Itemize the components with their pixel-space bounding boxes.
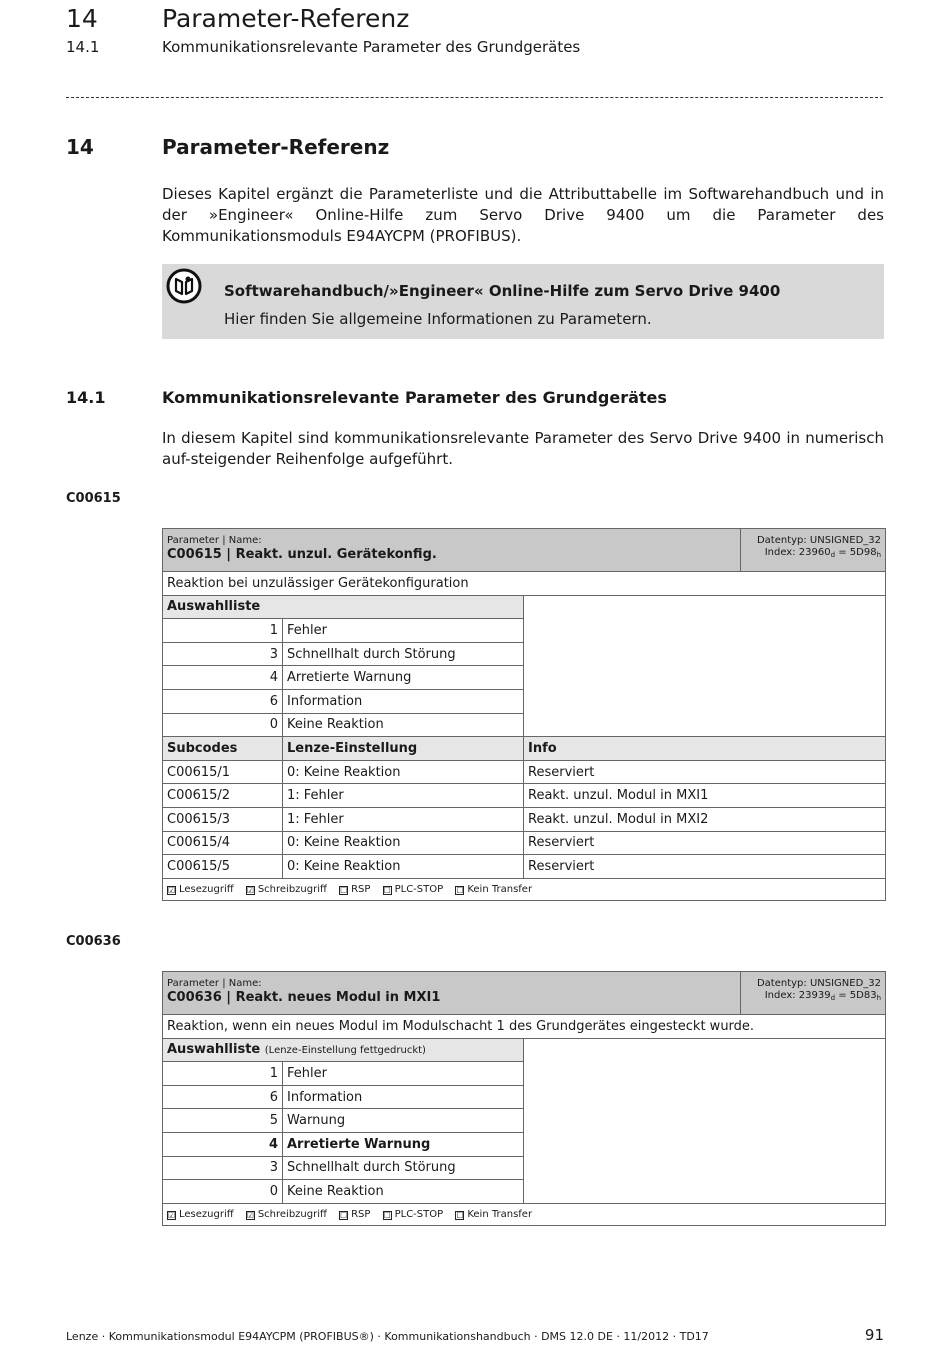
list-item-default: 4 Arretierte Warnung (163, 1132, 886, 1156)
param-name: C00636 | Reakt. neues Modul in MXI1 (167, 990, 441, 1005)
table-row: C00615/4 0: Keine Reaktion Reserviert (163, 831, 886, 855)
list-item: 0 Keine Reaktion (163, 1180, 886, 1204)
plc-stop-flag: ☐ PLC-STOP (383, 883, 444, 895)
param-index: Index: $23939_d = 5D83_h$ (764, 990, 882, 1002)
param-table-c00615 (162, 528, 886, 901)
header-chapter-title: Parameter-Referenz (162, 4, 410, 33)
table-row: C00615/3 1: Fehler Reakt. unzul. Modul in MXI2 (163, 807, 886, 831)
header-divider (66, 97, 883, 98)
param-name-caption: Parameter | Name: (167, 535, 262, 546)
note-title: Softwarehandbuch/»Engineer« Online-Hilfe zum Servo Drive 9400 (224, 282, 781, 300)
manual-reference-icon (166, 268, 202, 304)
read-access-flag: ☑ Lesezugriff (168, 1208, 234, 1220)
param-table-c00636 (162, 971, 886, 1226)
section-paragraph: In diesem Kapitel sind kommunikationsrelevante Parameter des Servo Drive 9400 in numerisch auf-steigender Reihenfolge aufgeführt. (162, 429, 884, 468)
info-header: Info (524, 737, 886, 761)
list-item: 5 Warnung (163, 1109, 886, 1133)
list-item: 3 Schnellhalt durch Störung (163, 642, 886, 666)
selection-list-header: Auswahlliste (163, 595, 524, 619)
note-text: Hier finden Sie allgemeine Informationen zu Parametern. (224, 310, 652, 328)
list-item: 3 Schnellhalt durch Störung (163, 1156, 886, 1180)
header-section-number: 14.1 (66, 38, 100, 56)
param-description: Reaktion bei unzulässiger Gerätekonfiguration (163, 572, 886, 596)
heading2-number: 14.1 (66, 388, 106, 407)
param-name-caption: Parameter | Name: (167, 978, 262, 989)
no-transfer-flag: ☐ Kein Transfer (456, 883, 533, 895)
list-item: 1 Fehler (163, 1062, 886, 1086)
param-datatype-cell (741, 972, 886, 1015)
param-datatype: Datentyp: UNSIGNED_32 (756, 978, 882, 989)
table-row: C00615/5 0: Keine Reaktion Reserviert (163, 855, 886, 879)
write-access-flag: ☑ Schreibzugriff (246, 1208, 327, 1220)
param-description: Reaktion, wenn ein neues Modul im Modulschacht 1 des Grundgerätes eingesteckt wurde. (163, 1015, 886, 1039)
list-item: 6 Information (163, 689, 886, 713)
lenze-setting-header: Lenze-Einstellung (283, 737, 524, 761)
list-item: 4 Arretierte Warnung (163, 666, 886, 690)
param-index: Index: $23960_d = 5D98_h$ (764, 547, 881, 559)
subcodes-header: Subcodes (163, 737, 283, 761)
header-chapter-number: 14 (66, 4, 98, 33)
access-attributes (163, 878, 886, 900)
param-datatype-cell (741, 529, 886, 572)
footer-text: Lenze · Kommunikationsmodul E94AYCPM (PROFIBUS®) · Kommunikationshandbuch · DMS 12.0 DE · 11/2012 · TD17 (66, 1330, 709, 1343)
param-name: C00615 | Reakt. unzul. Gerätekonfig. (167, 547, 437, 562)
rsp-flag: ☐ RSP (340, 883, 371, 895)
table-row: C00615/1 0: Keine Reaktion Reserviert (163, 760, 886, 784)
empty-cell (524, 595, 886, 737)
access-attributes (163, 1203, 886, 1225)
read-access-flag: ☑ Lesezugriff (168, 883, 234, 895)
intro-paragraph: Dieses Kapitel ergänzt die Parameterliste und die Attributtabelle im Softwarehandbuch und in der »Engineer« Online-Hilfe zum Servo Drive 9400 um die Parameter des Kommunikationsmoduls E94AYCPM (PROFIBUS). (162, 185, 884, 245)
plc-stop-flag: ☐ PLC-STOP (383, 1208, 444, 1220)
write-access-flag: ☑ Schreibzugriff (246, 883, 327, 895)
list-item: 1 Fehler (163, 619, 886, 643)
page-number: 91 (864, 1326, 884, 1344)
heading1-number: 14 (66, 135, 94, 159)
list-item: 6 Information (163, 1085, 886, 1109)
heading2-title: Kommunikationsrelevante Parameter des Grundgerätes (162, 388, 667, 407)
heading1-title: Parameter-Referenz (162, 135, 390, 159)
header-section-title: Kommunikationsrelevante Parameter des Grundgerätes (162, 38, 581, 56)
param-label-c00636: C00636 (66, 934, 121, 949)
table-row: C00615/2 1: Fehler Reakt. unzul. Modul in MXI1 (163, 784, 886, 808)
no-transfer-flag: ☐ Kein Transfer (456, 1208, 533, 1220)
param-label-c00615: C00615 (66, 491, 121, 506)
list-item: 0 Keine Reaktion (163, 713, 886, 737)
empty-cell (524, 1038, 886, 1203)
rsp-flag: ☐ RSP (340, 1208, 371, 1220)
selection-list-header: Auswahlliste (Lenze-Einstellung fettgedruckt) (163, 1038, 524, 1062)
param-datatype: Datentyp: UNSIGNED_32 (756, 535, 881, 546)
